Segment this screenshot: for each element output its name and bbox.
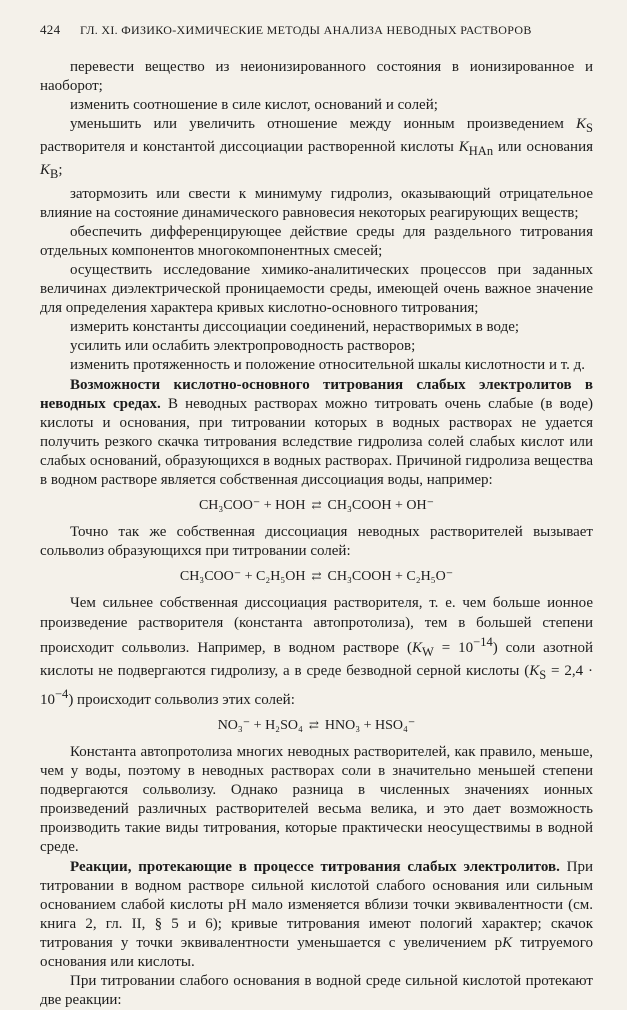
running-title: ГЛ. XI. ФИЗИКО-ХИМИЧЕСКИЕ МЕТОДЫ АНАЛИЗА НЕВОДНЫХ РАСТВОРОВ xyxy=(80,23,532,37)
formula-sulfuric-solvolysis: NO₃⁻ + H₂SO₄ ⇄ HNO₃ + HSO₄⁻ xyxy=(40,716,593,735)
list-item: затормозить или свести к минимуму гидролиз, оказывающий отрицательное влияние на состояние динамического равновесия некоторых реагирующих веществ; xyxy=(40,185,593,221)
list-item: изменить соотношение в силе кислот, оснований и солей; xyxy=(70,97,438,114)
section1-heading: Возможности кислотно-основного титрования слабых электролитов в неводных средах. xyxy=(40,376,593,412)
section2-paragraph: Реакции, протекающие в процессе титрования слабых электролитов. При титровании в водном растворе сильной кислотой слабого основания или сильным основанием слабой кислоты pH мало изменяется вблизи точки эквивалентности (см. книга 2, гл. II, § 5 и 6); кривые титрования имеют пологий характер; скачок титрования у точки эквивалентности уменьшается с увеличением pK титруемого основания или кислоты. xyxy=(40,858,593,971)
equilibrium-arrow-icon: ⇄ xyxy=(311,498,322,513)
list-item: усилить или ослабить электропроводность растворов; xyxy=(70,338,416,355)
list-item: обеспечить дифференцирующее действие среды для раздельного титрования отдельных компонентов многокомпонентных смесей; xyxy=(40,223,593,259)
page-header xyxy=(40,22,593,38)
paragraph: Точно так же собственная диссоциация неводных растворителей вызывает сольволиз образующихся при титровании солей: xyxy=(40,524,593,560)
list-item: уменьшить или увеличить отношение между ионным произведением $K_S$ растворителя и константой диссоциации растворенной кислоты $K_{HAn}$ или основания $K_B$; xyxy=(40,116,593,182)
paragraph: Чем сильнее собственная диссоциация растворителя, т. е. чем больше ионное произведение растворителя (константа автопротолиза), тем в большей степени происходит сольволиз. Например, в водном растворе $(K_W = 10^{-14})$ соли азотной кислоты не подвергаются гидролизу, а в среде безводной серной кислоты $(K_S = 2,4 \cdot 10^{-4})$ происходит сольволиз этих солей: xyxy=(40,595,593,708)
formula-water-hydrolysis: CH₃COO⁻ + HOH ⇄ CH₃COOH + OH⁻ xyxy=(40,496,593,515)
formula-ethanol-solvolysis: CH₃COO⁻ + C₂H₅OH ⇄ CH₃COOH + C₂H₅O⁻ xyxy=(40,567,593,586)
list-item: измерить константы диссоциации соединений, нерастворимых в воде; xyxy=(70,319,520,336)
body-text xyxy=(40,58,593,1010)
list-item: осуществить исследование химико-аналитических процессов при заданных величинах диэлектрической проницаемости среды, имеющей очень важное значение для определения характера кривых кислотно-основного титрования; xyxy=(40,261,593,317)
list-item: перевести вещество из неионизированного состояния в ионизированное и наоборот; xyxy=(40,59,593,95)
section2-heading: Реакции, протекающие в процессе титрования слабых электролитов. xyxy=(70,858,560,875)
paragraph: Константа автопротолиза многих неводных растворителей, как правило, меньше, чем у воды, поэтому в неводных растворах соли в значительно меньшей степени подвергаются сольволизу. Однако разница в численных значениях ионных произведений различных растворителей весьма велика, и это дает возможность производить такие виды титрования, которые практически неосуществимы в водной среде. xyxy=(40,744,593,856)
equilibrium-arrow-icon: ⇄ xyxy=(308,717,319,732)
equilibrium-arrow-icon: ⇄ xyxy=(311,569,322,584)
section1-paragraph: Возможности кислотно-основного титрования слабых электролитов в неводных средах. В неводных растворах можно титровать очень слабые (в воде) кислоты и основания, при титровании которых в водных растворах не удается получить резкого скачка титрования вследствие гидролиза солей слабых кислот или слабых оснований, образующихся в водных растворах. Причиной гидролиза вещества в водном растворе является собственная диссоциация воды, например: xyxy=(40,376,594,488)
paragraph: При титровании слабого основания в водной среде сильной кислотой протекают две реакции: xyxy=(40,973,593,1009)
page-number: 424 xyxy=(40,22,61,37)
list-item: изменить протяженность и положение относительной шкалы кислотности и т. д. xyxy=(70,357,586,374)
